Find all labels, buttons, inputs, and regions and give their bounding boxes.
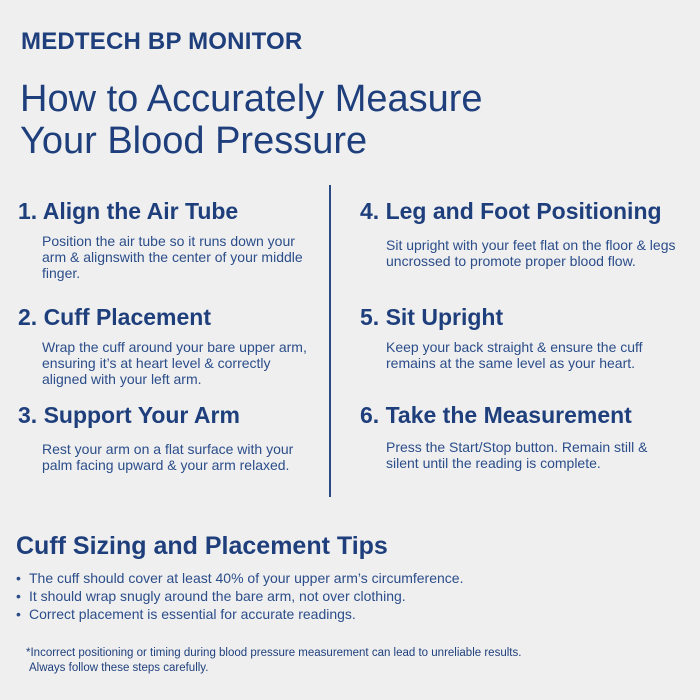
- step-5-title: 5. Sit Upright: [360, 304, 504, 330]
- step-6-body: Press the Start/Stop button. Remain still & silent until the reading is complete.: [386, 439, 648, 471]
- tips-list-item: [16, 605, 676, 623]
- brand-title: MEDTECH BP MONITOR: [21, 28, 303, 55]
- headline-line-2: Your Blood Pressure: [20, 120, 368, 162]
- step-5: [360, 304, 676, 371]
- headline-line-1: How to Accurately Measure: [20, 78, 483, 120]
- step-6-title: 6. Take the Measurement: [360, 402, 632, 428]
- bullet-icon: •: [16, 570, 21, 586]
- step-1: [18, 198, 307, 281]
- footnote-line-2: Always follow these steps carefully.: [29, 662, 209, 674]
- step-4-title: 4. Leg and Foot Positioning: [360, 198, 662, 224]
- step-6: [360, 402, 676, 471]
- step-4: [360, 198, 676, 269]
- column-divider: [329, 185, 331, 497]
- disclaimer-footnote: [26, 646, 666, 676]
- tips-list: [16, 569, 676, 623]
- step-4-body: Sit upright with your feet flat on the floor & legs uncrossed to promote proper blood flow.: [386, 237, 676, 269]
- step-3: [18, 402, 307, 473]
- step-3-body: Rest your arm on a flat surface with your palm facing upward & your arm relaxed.: [42, 441, 294, 473]
- tip-text: The cuff should cover at least 40% of your upper arm’s circumference.: [29, 570, 464, 586]
- bullet-icon: •: [16, 588, 21, 604]
- tips-list-item: [16, 569, 676, 587]
- step-3-title: 3. Support Your Arm: [18, 402, 240, 428]
- step-2-body: Wrap the cuff around your bare upper arm, ensuring it’s at heart level & correctly aligned with your left arm.: [42, 339, 307, 387]
- footnote-line-1: *Incorrect positioning or timing during blood pressure measurement can lead to unreliable results.: [26, 647, 522, 659]
- tips-list-item: [16, 587, 676, 605]
- tip-text: It should wrap snugly around the bare arm, not over clothing.: [29, 588, 406, 604]
- tips-title: Cuff Sizing and Placement Tips: [16, 532, 388, 560]
- bullet-icon: •: [16, 606, 21, 622]
- step-2-title: 2. Cuff Placement: [18, 304, 211, 330]
- step-5-body: Keep your back straight & ensure the cuff remains at the same level as your heart.: [386, 339, 643, 371]
- page-headline: [20, 78, 680, 162]
- step-1-title: 1. Align the Air Tube: [18, 198, 239, 224]
- tip-text: Correct placement is essential for accurate readings.: [29, 606, 356, 622]
- step-1-body: Position the air tube so it runs down your arm & alignswith the center of your middle finger.: [42, 233, 303, 281]
- step-2: [18, 304, 307, 387]
